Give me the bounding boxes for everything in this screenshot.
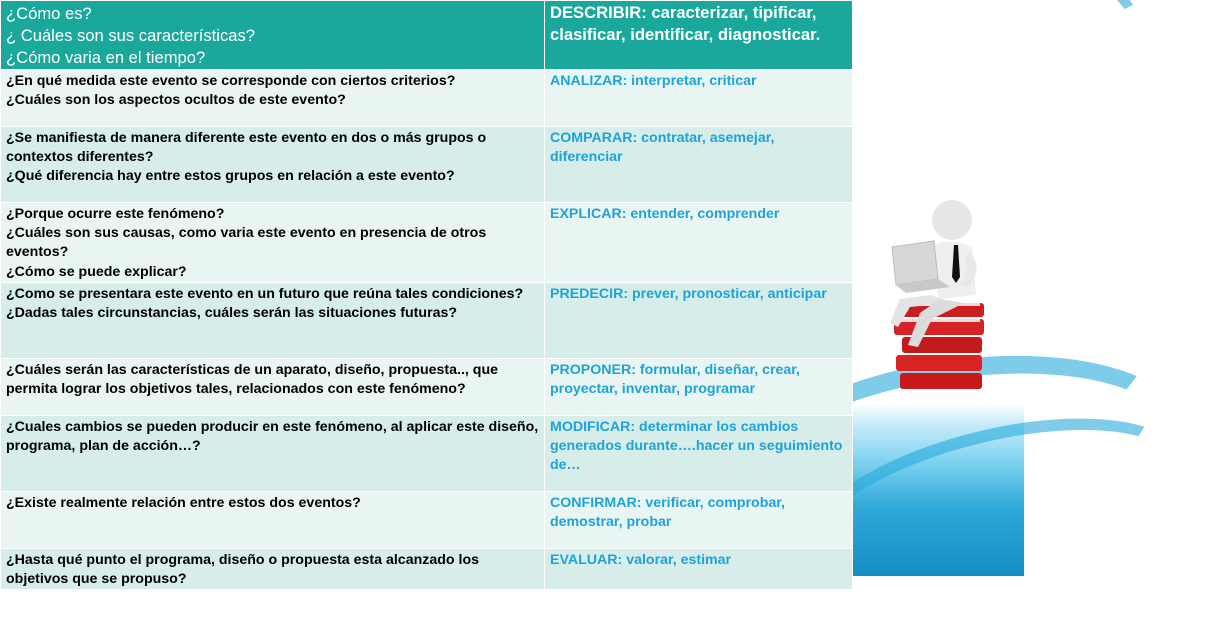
- book-icon: [900, 373, 982, 389]
- table-row: [1, 70, 853, 127]
- head-icon: [932, 200, 972, 240]
- question-cell: ¿Cuáles serán las características de un aparato, diseño, propuesta.., que permita lograr los objetivos tales, relacionados con este fenómeno?: [1, 358, 545, 415]
- question-cell: ¿Se manifiesta de manera diferente este evento en dos o más grupos o contextos diferentes? ¿Qué diferencia hay entre estos grupos en relación a este evento?: [1, 127, 545, 203]
- question-cell: ¿Como se presentara este evento en un futuro que reúna tales condiciones? ¿Dadas tales circunstancias, cuáles serán las situaciones futuras?: [1, 282, 545, 358]
- verb-cell: MODIFICAR: determinar los cambios generados durante….hacer un seguimiento de…: [545, 415, 853, 491]
- person-with-laptop-on-books-icon: [880, 195, 1000, 395]
- verb-cell: PROPONER: formular, diseñar, crear, proyectar, inventar, programar: [545, 358, 853, 415]
- table-row: [1, 127, 853, 203]
- table-row: [1, 358, 853, 415]
- question-cell: ¿Existe realmente relación entre estos dos eventos?: [1, 491, 545, 548]
- verb-cell: EVALUAR: valorar, estimar: [545, 548, 853, 589]
- verb-cell: CONFIRMAR: verificar, comprobar, demostrar, probar: [545, 491, 853, 548]
- question-cell: ¿Cuales cambios se pueden producir en este fenómeno, al aplicar este diseño, programa, plan de acción…?: [1, 415, 545, 491]
- table-row: [1, 548, 853, 589]
- header-verb-cell: DESCRIBIR: caracterizar, tipificar, clasificar, identificar, diagnosticar.: [545, 1, 853, 70]
- question-cell: ¿Porque ocurre este fenómeno? ¿Cuáles son sus causas, como varia este evento en presencia de otros eventos? ¿Cómo se puede explicar?: [1, 203, 545, 283]
- laptop-icon: [892, 241, 938, 285]
- table-header-row: [1, 1, 853, 70]
- table-row: [1, 282, 853, 358]
- book-icon: [896, 355, 982, 371]
- table-row: [1, 415, 853, 491]
- verb-cell: ANALIZAR: interpretar, criticar: [545, 70, 853, 127]
- question-cell: ¿Hasta qué punto el programa, diseño o propuesta esta alcanzado los objetivos que se propuso?: [1, 548, 545, 589]
- question-cell: ¿En qué medida este evento se corresponde con ciertos criterios? ¿Cuáles son los aspectos ocultos de este evento?: [1, 70, 545, 127]
- verb-cell: EXPLICAR: entender, comprender: [545, 203, 853, 283]
- table-row: [1, 491, 853, 548]
- header-question-cell: ¿Cómo es? ¿ Cuáles son sus características? ¿Cómo varia en el tiempo?: [1, 1, 545, 70]
- verb-cell: PREDECIR: prever, pronosticar, anticipar: [545, 282, 853, 358]
- verb-cell: COMPARAR: contratar, asemejar, diferenciar: [545, 127, 853, 203]
- table-row: [1, 203, 853, 283]
